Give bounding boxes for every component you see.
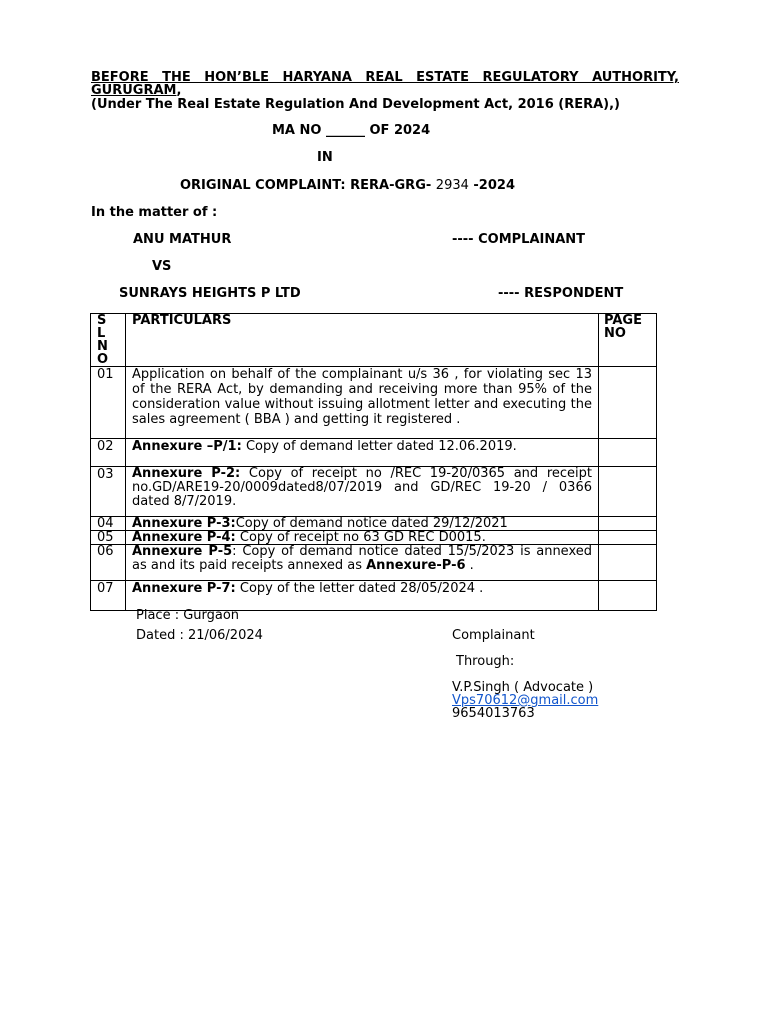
table-row — [91, 517, 657, 531]
matter-intro: In the matter of : — [91, 205, 218, 220]
advocate-email-link[interactable]: Vps70612@gmail.com — [452, 693, 599, 708]
ma-number: MA NO ______ OF 2024 — [272, 123, 431, 138]
versus-label: VS — [152, 259, 172, 274]
header-sl-no: SL N O — [91, 314, 126, 367]
advocate-phone: 9654013763 — [452, 706, 535, 721]
respondent-name: SUNRAYS HEIGHTS P LTD — [119, 286, 301, 301]
heading-city-comma: , — [176, 83, 182, 98]
row-page — [599, 545, 657, 581]
row-sl: 05 — [91, 531, 126, 545]
in-label: IN — [317, 150, 333, 165]
row-page — [599, 531, 657, 545]
complaint-number: 2934 — [435, 178, 469, 193]
row-page — [599, 367, 657, 439]
row-page — [599, 467, 657, 517]
row-sl: 03 — [91, 467, 126, 517]
table-row — [91, 367, 657, 439]
table-row — [91, 581, 657, 611]
table-row — [91, 439, 657, 467]
row-particulars: Application on behalf of the complainant u/s 36 , for violating sec 13 of the RERA Act, by demanding and receiving more than 95% of the consideration value without issuing allotment letter and executing the sales agreement ( BBA ) and getting it registered . — [126, 367, 599, 439]
heading-city-line — [91, 83, 181, 98]
row-particulars: Annexure –P/1: Copy of demand letter dated 12.06.2019. — [126, 439, 599, 467]
header-page-no: PAGE NO — [599, 314, 657, 367]
row-page — [599, 517, 657, 531]
table-row — [91, 467, 657, 517]
complainant-name: ANU MATHUR — [133, 232, 232, 247]
row-sl: 02 — [91, 439, 126, 467]
complainant-role: ---- COMPLAINANT — [452, 232, 586, 247]
row-sl: 01 — [91, 367, 126, 439]
row-particulars: Annexure P-5: Copy of demand notice dated 15/5/2023 is annexed as and its paid receipts annexed as Annexure-P-6 . — [126, 545, 599, 581]
respondent-role: ---- RESPONDENT — [498, 286, 624, 301]
row-sl: 04 — [91, 517, 126, 531]
complaint-year: -2024 — [468, 178, 515, 193]
row-particulars: Annexure P-3:Copy of demand notice dated 29/12/2021 — [126, 517, 599, 531]
complaint-reference — [180, 178, 515, 193]
row-particulars: Annexure P-7: Copy of the letter dated 28/05/2024 . — [126, 581, 599, 611]
index-table — [90, 313, 657, 611]
dated-line: Dated : 21/06/2024 — [136, 628, 263, 643]
complaint-prefix: ORIGINAL COMPLAINT: RERA-GRG- — [180, 178, 436, 193]
table-header-row — [91, 314, 657, 367]
heading-act: (Under The Real Estate Regulation And Development Act, 2016 (RERA),) — [91, 97, 620, 112]
row-particulars: Annexure P-2: Copy of receipt no /REC 19-20/0365 and receipt no.GD/ARE19-20/0009dated8/07/2019 and GD/REC 19-20 / 0366 dated 8/7/2019. — [126, 467, 599, 517]
table-row — [91, 545, 657, 581]
heading-authority: BEFORE THE HON’BLE HARYANA REAL ESTATE REGULATORY AUTHORITY, — [91, 70, 679, 85]
row-page — [599, 439, 657, 467]
header-particulars: PARTICULARS — [126, 314, 599, 367]
heading-city: GURUGRAM — [91, 83, 177, 98]
place-line: Place : Gurgaon — [136, 608, 240, 623]
complainant-signature-label: Complainant — [452, 628, 535, 643]
row-page — [599, 581, 657, 611]
document-heading — [91, 71, 679, 97]
row-sl: 06 — [91, 545, 126, 581]
advocate-name: V.P.Singh ( Advocate ) — [452, 680, 594, 695]
through-label: Through: — [456, 654, 515, 669]
row-sl: 07 — [91, 581, 126, 611]
table-row — [91, 531, 657, 545]
row-particulars: Annexure P-4: Copy of receipt no 63 GD REC D0015. — [126, 531, 599, 545]
